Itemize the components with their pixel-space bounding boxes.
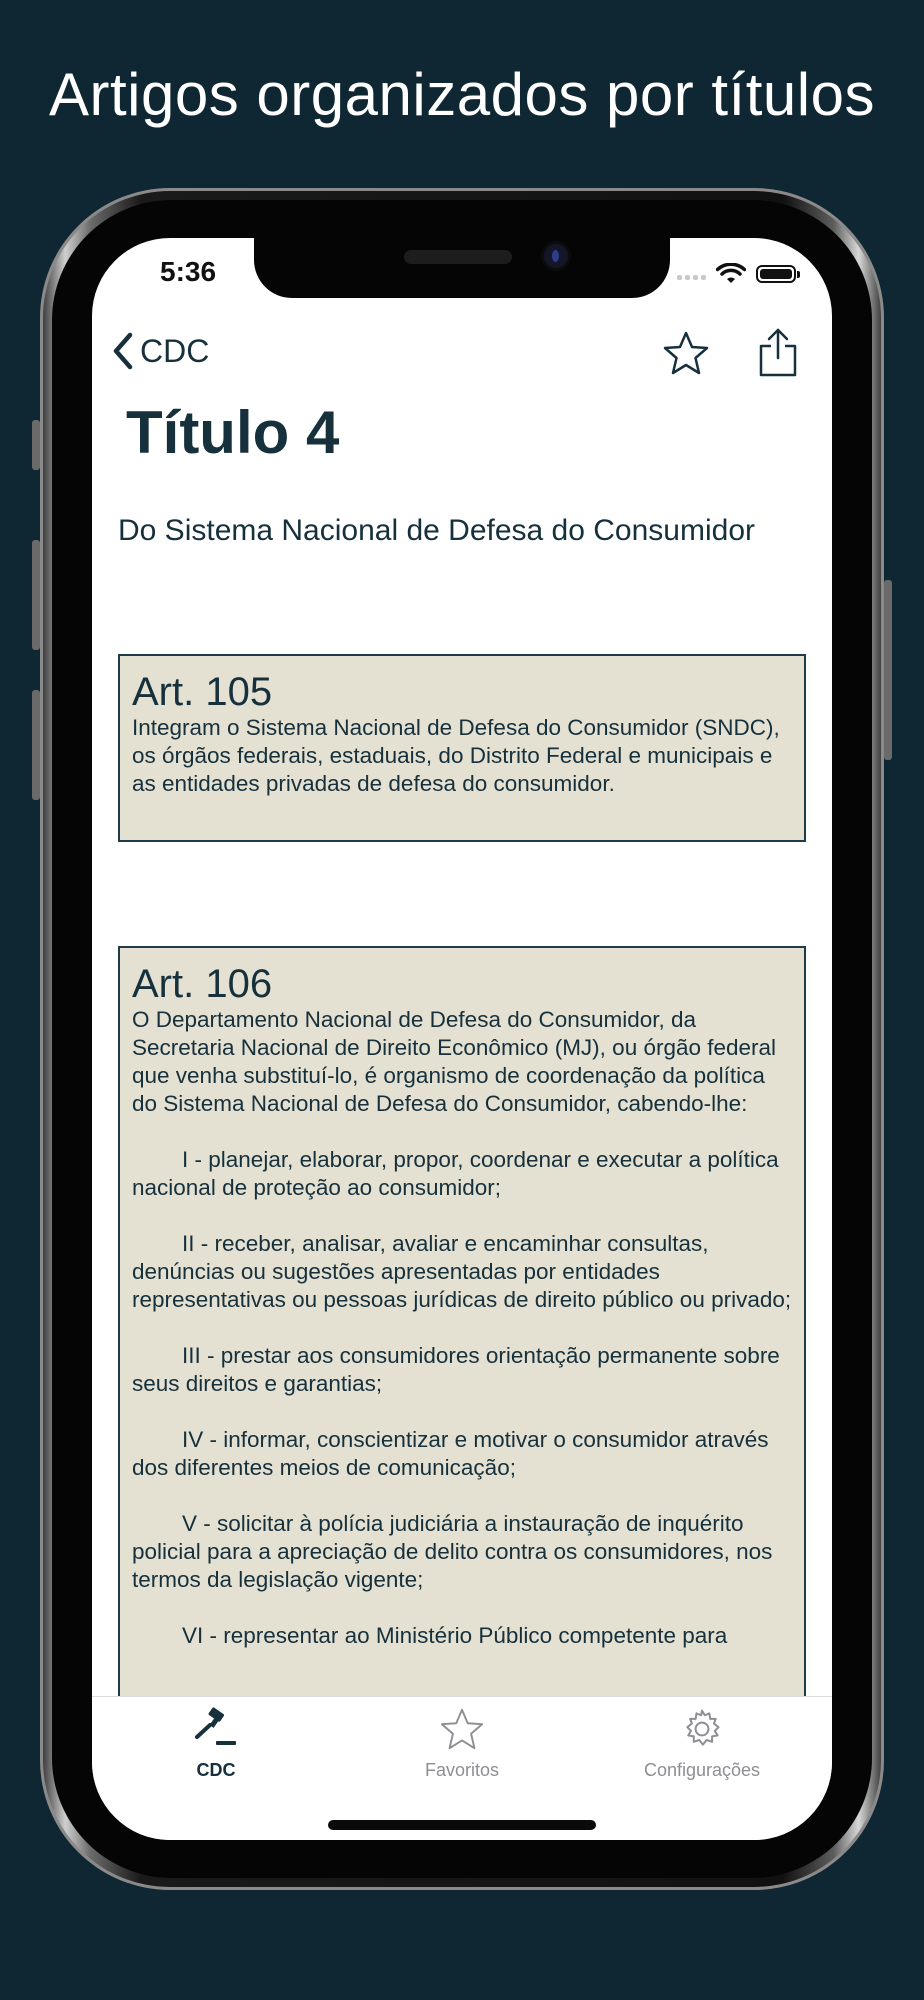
- home-indicator[interactable]: [328, 1820, 596, 1830]
- star-icon: [438, 1707, 486, 1751]
- wifi-icon: [716, 263, 746, 285]
- side-button-volume-down: [32, 690, 40, 800]
- back-button-label: CDC: [140, 332, 210, 369]
- back-button[interactable]: [112, 332, 209, 370]
- promo-headline: Artigos organizados por títulos: [49, 61, 875, 128]
- gear-icon: [678, 1707, 726, 1751]
- page-title: Título 4: [126, 399, 340, 466]
- article-title: Art. 106: [132, 962, 273, 1006]
- tab-label: CDC: [196, 1760, 236, 1780]
- tab-configuracoes[interactable]: [592, 1707, 812, 1781]
- tab-favoritos[interactable]: [352, 1707, 572, 1781]
- article-text: O Departamento Nacional de Defesa do Consumidor, da Secretaria Nacional de Direito Econômico (MJ), ou órgão federal que venha substituí-lo, é organismo de coordenação da política do Sistema Nacional de Defesa do Consumidor, cabendo-lhe: I - planejar, elaborar, propor, coordenar e executar a política nacional de proteção ao consumidor; II - receber, analisar, avaliar e encaminhar consultas, denúncias ou sugestões apresentadas por entidades representativas ou pessoas jurídicas de direito público ou privado; III - prestar aos consumidores orientação permanente sobre seus direitos e garantias; IV - informar, conscientizar e motivar o consumidor através dos diferentes meios de comunicação; V - solicitar à polícia judiciária a instauração de inquérito policial para a apreciação de delito contra os consumidores, nos termos da legislação vigente; VI - representar ao Ministério Público competente para: [132, 1007, 792, 1648]
- tab-label: Favoritos: [424, 1760, 500, 1780]
- tab-bar: [92, 1696, 832, 1840]
- side-button-mute: [32, 420, 40, 470]
- favorite-button[interactable]: [662, 330, 710, 381]
- side-button-power: [884, 580, 892, 760]
- share-button[interactable]: [758, 326, 798, 383]
- tab-cdc[interactable]: [106, 1707, 326, 1781]
- app-screen: [92, 238, 832, 1840]
- signal-icon: [677, 268, 706, 280]
- article-card-105[interactable]: [118, 654, 806, 842]
- gavel-icon: [192, 1707, 240, 1751]
- notch: [254, 238, 670, 298]
- status-time: 5:36: [160, 256, 217, 287]
- side-button-volume-up: [32, 540, 40, 650]
- status-icons: [677, 260, 796, 288]
- article-text: Integram o Sistema Nacional de Defesa do Consumidor (SNDC), os órgãos federais, estaduais, do Distrito Federal e municipais e as entidades privadas de defesa do consumidor.: [132, 715, 787, 796]
- share-icon: [758, 326, 798, 378]
- page-subtitle: Do Sistema Nacional de Defesa do Consumidor: [118, 514, 755, 547]
- battery-icon: [756, 265, 796, 283]
- speaker: [404, 250, 512, 264]
- tab-label: Configurações: [643, 1760, 761, 1780]
- article-title: Art. 105: [132, 670, 273, 714]
- star-outline-icon: [662, 330, 710, 376]
- article-card-106[interactable]: [118, 946, 806, 1746]
- camera-icon: [544, 244, 568, 268]
- chevron-left-icon: [112, 332, 134, 370]
